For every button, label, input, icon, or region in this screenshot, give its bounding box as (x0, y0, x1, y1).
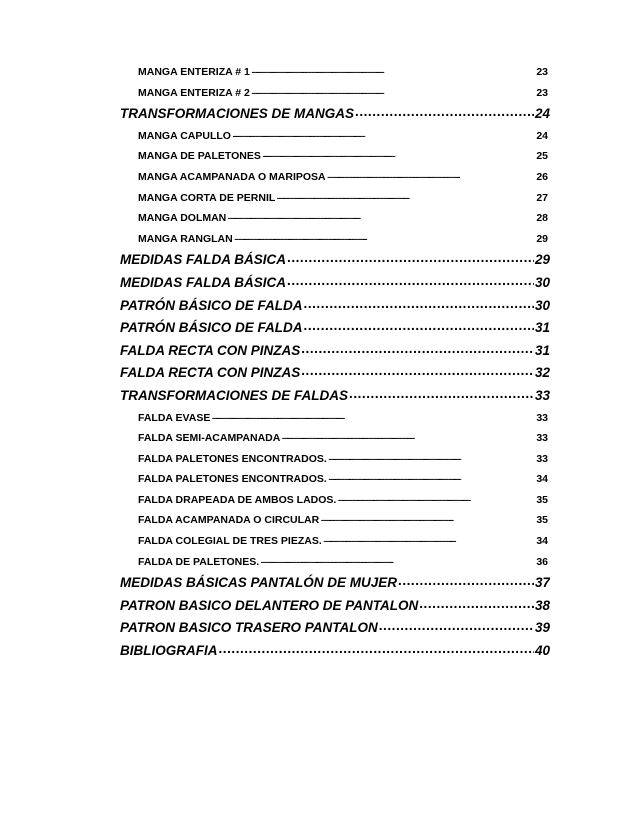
toc-entry-manga-de-paletones[interactable] (120, 146, 550, 167)
toc-dot-leader (419, 595, 534, 616)
toc-dot-leader (328, 469, 535, 488)
toc-dot-leader (320, 510, 535, 529)
toc-entry-falda-evase[interactable] (120, 408, 550, 429)
toc-entry-patron-basico-de-falda-2[interactable] (120, 317, 550, 340)
toc-entry-manga-dolman[interactable] (120, 208, 550, 229)
toc-dot-leader (251, 83, 535, 102)
toc-page-number: 33 (536, 452, 548, 465)
toc-entry-label: MANGA ACAMPANADA O MARIPOSA (138, 170, 326, 183)
toc-page-number: 34 (536, 473, 548, 486)
toc-entry-medidas-falda-basica-2[interactable] (120, 272, 550, 295)
toc-page-number: 23 (536, 66, 548, 78)
toc-entry-manga-enteriza-1[interactable] (120, 62, 550, 83)
toc-entry-label: MEDIDAS FALDA BÁSICA (120, 252, 287, 268)
toc-entry-label: TRANSFORMACIONES DE FALDAS (120, 387, 349, 403)
toc-entry-bibliografia[interactable] (120, 640, 550, 663)
toc-entry-medidas-basicas-pantalon[interactable] (120, 572, 550, 595)
toc-page-number: 39 (534, 620, 550, 636)
toc-page-number: 35 (536, 514, 548, 527)
toc-entry-label: FALDA COLEGIAL DE TRES PIEZAS. (138, 535, 322, 548)
toc-dot-leader (398, 572, 534, 593)
toc-entry-manga-acampanada[interactable] (120, 167, 550, 188)
toc-dot-leader (379, 617, 534, 638)
toc-page-number: 27 (536, 191, 548, 204)
toc-page-number: 38 (534, 597, 550, 613)
toc-entry-label: FALDA RECTA CON PINZAS (120, 342, 301, 358)
toc-entry-label: FALDA SEMI-ACAMPANADA (138, 432, 281, 445)
table-of-contents (120, 62, 550, 663)
toc-entry-label: PATRÓN BÁSICO DE FALDA (120, 320, 303, 336)
toc-entry-falda-paletones-encontrados[interactable] (120, 449, 550, 470)
toc-entry-transformaciones-de-faldas[interactable] (120, 385, 550, 408)
toc-dot-leader (355, 103, 534, 124)
toc-entry-transformaciones-de-mangas[interactable] (120, 103, 550, 126)
toc-entry-falda-recta-con-pinzas[interactable] (120, 340, 550, 363)
toc-entry-label: MANGA ENTERIZA # 2 (138, 86, 250, 99)
toc-page-number: 37 (534, 575, 550, 591)
toc-entry-label: MANGA CORTA DE PERNIL (138, 191, 276, 204)
toc-entry-falda-recta-con-pinzas-2[interactable] (120, 362, 550, 385)
toc-entry-label: FALDA ACAMPANADA O CIRCULAR (138, 514, 320, 527)
toc-entry-label: FALDA RECTA CON PINZAS (120, 365, 301, 381)
toc-page-number: 26 (536, 170, 548, 183)
toc-dot-leader (304, 317, 534, 338)
toc-entry-label: FALDA PALETONES ENCONTRADOS. (138, 452, 327, 465)
toc-entry-manga-capullo[interactable] (120, 126, 550, 147)
toc-entry-manga-enteriza-2[interactable] (120, 83, 550, 104)
toc-dot-leader (260, 552, 535, 571)
toc-entry-label: PATRON BASICO TRASERO PANTALON (120, 620, 378, 636)
toc-entry-label: FALDA DE PALETONES. (138, 555, 260, 568)
toc-entry-label: FALDA DRAPEADA DE AMBOS LADOS. (138, 493, 337, 506)
toc-dot-leader (301, 340, 534, 361)
toc-entry-label: MEDIDAS BÁSICAS PANTALÓN DE MUJER (120, 575, 398, 591)
toc-entry-label: FALDA PALETONES ENCONTRADOS. (138, 473, 327, 486)
toc-entry-label: MANGA DE PALETONES (138, 150, 261, 163)
toc-dot-leader (301, 362, 534, 383)
toc-dot-leader (327, 167, 536, 186)
toc-page-number: 33 (536, 411, 548, 424)
toc-page-number: 33 (536, 432, 548, 445)
toc-entry-label: BIBLIOGRAFIA (120, 643, 218, 659)
toc-page-number: 24 (536, 129, 548, 142)
toc-page-number: 31 (534, 342, 550, 358)
toc-page-number: 31 (534, 320, 550, 336)
toc-entry-label: MANGA CAPULLO (138, 129, 231, 142)
toc-entry-falda-drapeada[interactable] (120, 490, 550, 511)
toc-entry-label: MANGA DOLMAN (138, 212, 227, 225)
toc-entry-label: MANGA ENTERIZA # 1 (138, 66, 250, 78)
toc-entry-patron-trasero-pantalon[interactable] (120, 617, 550, 640)
toc-entry-label: TRANSFORMACIONES DE MANGAS (120, 106, 355, 122)
toc-dot-leader (227, 208, 535, 227)
toc-dot-leader (323, 531, 536, 550)
toc-page-number: 35 (536, 493, 548, 506)
toc-page-number: 29 (536, 232, 548, 245)
toc-entry-falda-colegial[interactable] (120, 531, 550, 552)
toc-page-number: 34 (536, 535, 548, 548)
toc-page-number: 29 (534, 252, 550, 268)
toc-dot-leader (211, 408, 535, 427)
toc-dot-leader (251, 62, 535, 81)
toc-page-number: 28 (536, 212, 548, 225)
toc-page-number: 23 (536, 86, 548, 99)
toc-entry-patron-basico-de-falda[interactable] (120, 295, 550, 318)
toc-entry-medidas-falda-basica[interactable] (120, 249, 550, 272)
toc-entry-label: MANGA RANGLAN (138, 232, 233, 245)
toc-dot-leader (262, 146, 535, 165)
toc-entry-patron-delantero-pantalon[interactable] (120, 595, 550, 618)
toc-page-number: 30 (534, 274, 550, 290)
toc-entry-falda-acampanada-circular[interactable] (120, 510, 550, 531)
toc-entry-falda-semi-acampanada[interactable] (120, 428, 550, 449)
toc-entry-falda-de-paletones[interactable] (120, 552, 550, 573)
toc-entry-falda-paletones-encontrados-2[interactable] (120, 469, 550, 490)
toc-entry-manga-ranglan[interactable] (120, 229, 550, 250)
toc-entry-label: PATRON BASICO DELANTERO DE PANTALON (120, 597, 419, 613)
toc-page-number: 24 (534, 106, 550, 122)
toc-page-number: 32 (534, 365, 550, 381)
toc-entry-label: PATRÓN BÁSICO DE FALDA (120, 297, 303, 313)
toc-dot-leader (337, 490, 535, 509)
toc-dot-leader (219, 640, 534, 661)
toc-entry-manga-corta-de-pernil[interactable] (120, 188, 550, 209)
toc-entry-label: MEDIDAS FALDA BÁSICA (120, 274, 287, 290)
toc-dot-leader (287, 249, 534, 270)
toc-page-number: 40 (534, 643, 550, 659)
toc-page-number: 30 (534, 297, 550, 313)
toc-entry-label: FALDA EVASE (138, 411, 211, 424)
toc-page-number: 25 (536, 150, 548, 163)
toc-dot-leader (232, 126, 535, 145)
toc-page-number: 36 (536, 555, 548, 568)
toc-dot-leader (281, 428, 535, 447)
toc-dot-leader (304, 295, 534, 316)
toc-page-number: 33 (534, 387, 550, 403)
toc-dot-leader (276, 188, 535, 207)
toc-dot-leader (234, 229, 536, 248)
toc-dot-leader (349, 385, 534, 406)
toc-dot-leader (287, 272, 534, 293)
toc-dot-leader (328, 449, 535, 468)
